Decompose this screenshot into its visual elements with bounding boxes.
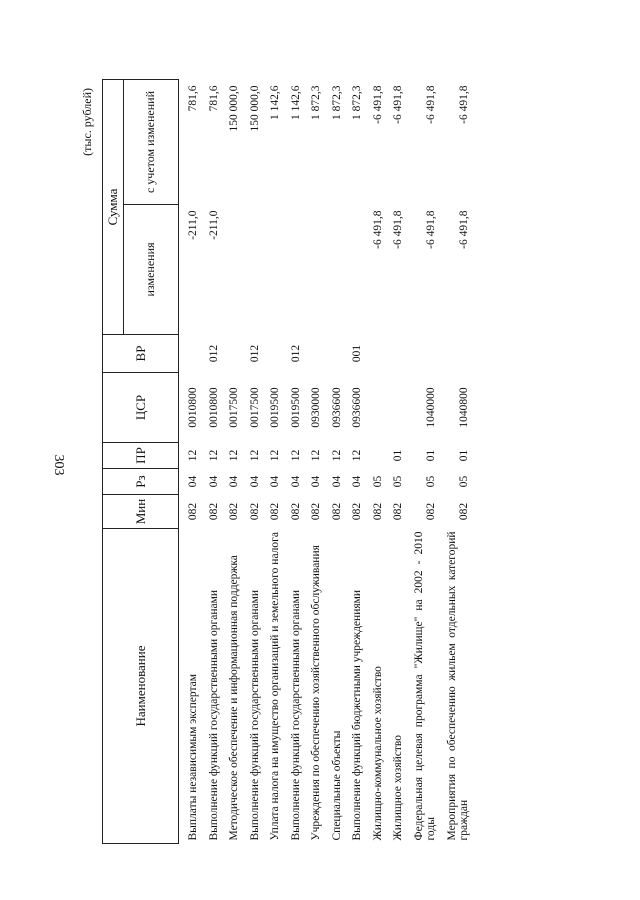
row-total: -6 491,8 [458,85,470,124]
row-pr: 01 [425,449,437,462]
table-row [405,80,438,844]
row-pr: 12 [351,449,363,462]
row-vr [405,335,438,373]
row-csr: 0010800 [207,387,220,428]
row-total: 1 142,6 [289,85,302,120]
row-min: 082 [310,502,322,521]
header-min: Мин [103,495,179,529]
row-total: -6 491,8 [392,85,404,124]
row-min: 082 [371,502,384,521]
row-vr [220,335,241,373]
row-change: -6 491,8 [371,210,384,249]
row-vr [179,335,200,373]
table-row [323,80,344,844]
row-min: 082 [228,502,240,521]
row-total: 1 872,3 [310,85,322,120]
row-vr [364,335,385,373]
table-row [343,80,364,844]
row-rz: 04 [207,475,220,488]
header-sum: Сумма [103,80,124,335]
row-pr: 12 [187,449,199,462]
header-name: Наименование [103,529,179,844]
row-change: -211,0 [207,210,220,240]
row-rz: 05 [392,475,404,488]
row-csr: 0019500 [269,387,281,428]
table-row [384,80,405,844]
row-vr: 012 [207,344,220,363]
row-name: Учреждения по обеспечению хозяйственного обслуживания [310,545,322,841]
row-csr: 0936600 [330,387,343,428]
row-vr [438,335,471,373]
row-pr: 12 [310,449,322,462]
row-rz: 05 [425,475,437,488]
row-change [261,205,282,335]
row-change [343,205,364,335]
row-csr: 0936600 [351,387,363,428]
row-vr [323,335,344,373]
row-change: -6 491,8 [425,210,437,249]
row-name: Жилищное хозяйство [392,734,404,841]
row-vr: 012 [248,344,261,363]
row-rz: 04 [289,475,302,488]
units-label: (тыс. рублей) [80,88,94,156]
table-row [261,80,282,844]
table-row [438,80,471,844]
row-min: 082 [392,502,404,521]
row-pr: 12 [228,449,240,462]
row-change [220,205,241,335]
row-change: -211,0 [187,210,199,240]
row-change [302,205,323,335]
table-row [179,80,200,844]
row-csr: 0010800 [187,387,199,428]
row-name: Жилищно-коммунальное хозяйство [371,666,384,841]
row-min: 082 [269,502,281,521]
table-row [364,80,385,844]
row-csr: 1040800 [458,387,470,428]
row-rz: 04 [228,475,240,488]
row-name: Выполнение функций государственными органами [289,589,302,841]
row-csr: 1040000 [425,387,437,428]
header-pr: ПР [103,443,179,469]
row-min: 082 [289,502,302,521]
header-with-change: с учетом изменений [124,80,179,205]
row-name: Выплаты независимым экспертам [187,673,199,841]
row-change: -6 491,8 [392,210,404,249]
rotated-table-page [80,80,560,844]
row-rz: 04 [351,475,363,488]
row-pr: 01 [392,449,404,462]
header-rz: Рз [103,469,179,495]
row-rz: 05 [371,475,384,488]
table-body [179,80,471,844]
row-name: Выполнение функций государственными органами [207,589,220,841]
row-total: 781,6 [187,85,199,112]
budget-table [102,79,471,844]
row-csr: 0019500 [289,387,302,428]
row-min: 082 [351,502,363,521]
row-vr: 012 [289,344,302,363]
row-csr [384,373,405,443]
row-csr: 0930000 [310,387,322,428]
row-pr: 12 [248,449,261,462]
row-min: 082 [207,502,220,521]
row-vr [302,335,323,373]
row-name: Выполнение функций государственными органами [248,589,261,841]
row-rz: 04 [269,475,281,488]
row-min: 082 [187,502,199,521]
row-total: -6 491,8 [425,85,437,124]
row-min: 082 [330,502,343,521]
row-rz: 04 [330,475,343,488]
page-number: 303 [51,454,66,476]
table-row [302,80,323,844]
row-change [241,205,262,335]
row-pr [364,443,385,469]
row-pr: 01 [458,449,470,462]
row-name: Федеральная целевая программа "Жилище" на 2002 - 2010 годы [412,531,437,841]
row-total: -6 491,8 [371,85,384,124]
row-rz: 04 [187,475,199,488]
row-total: 150 000,0 [228,85,240,132]
header-csr: ЦСР [103,373,179,443]
row-total: 1 872,3 [351,85,363,120]
table-row [200,80,221,844]
row-csr: 0017500 [248,387,261,428]
row-total: 1 142,6 [269,85,281,120]
row-min: 082 [425,502,437,521]
table-row [220,80,241,844]
row-name: Специальные объекты [330,730,343,841]
row-change [282,205,303,335]
row-min: 082 [458,502,470,521]
row-pr: 12 [330,449,343,462]
row-total: 781,6 [207,85,220,112]
row-pr: 12 [269,449,281,462]
row-pr: 12 [289,449,302,462]
row-change [323,205,344,335]
row-csr [364,373,385,443]
row-name: Мероприятия по обеспечению жильем отдельных категорий граждан [445,531,470,841]
row-name: Методическое обеспечение и информационная поддержка [228,555,240,841]
row-vr [384,335,405,373]
row-rz: 05 [458,475,470,488]
header-vr: ВР [103,335,179,373]
row-pr: 12 [207,449,220,462]
header-change: изменения [124,205,179,335]
row-change: -6 491,8 [458,210,470,249]
table-row [282,80,303,844]
row-total: 1 872,3 [330,85,343,120]
row-name: Выполнение функций бюджетными учреждениями [351,589,363,841]
row-rz: 04 [310,475,322,488]
row-name: Уплата налога на имущество организаций и земельного налога [269,532,281,841]
row-total: 150 000,0 [248,85,261,132]
row-min: 082 [248,502,261,521]
row-csr: 0017500 [228,387,240,428]
table-row [241,80,262,844]
row-vr [261,335,282,373]
row-vr: 001 [351,344,363,363]
row-rz: 04 [248,475,261,488]
